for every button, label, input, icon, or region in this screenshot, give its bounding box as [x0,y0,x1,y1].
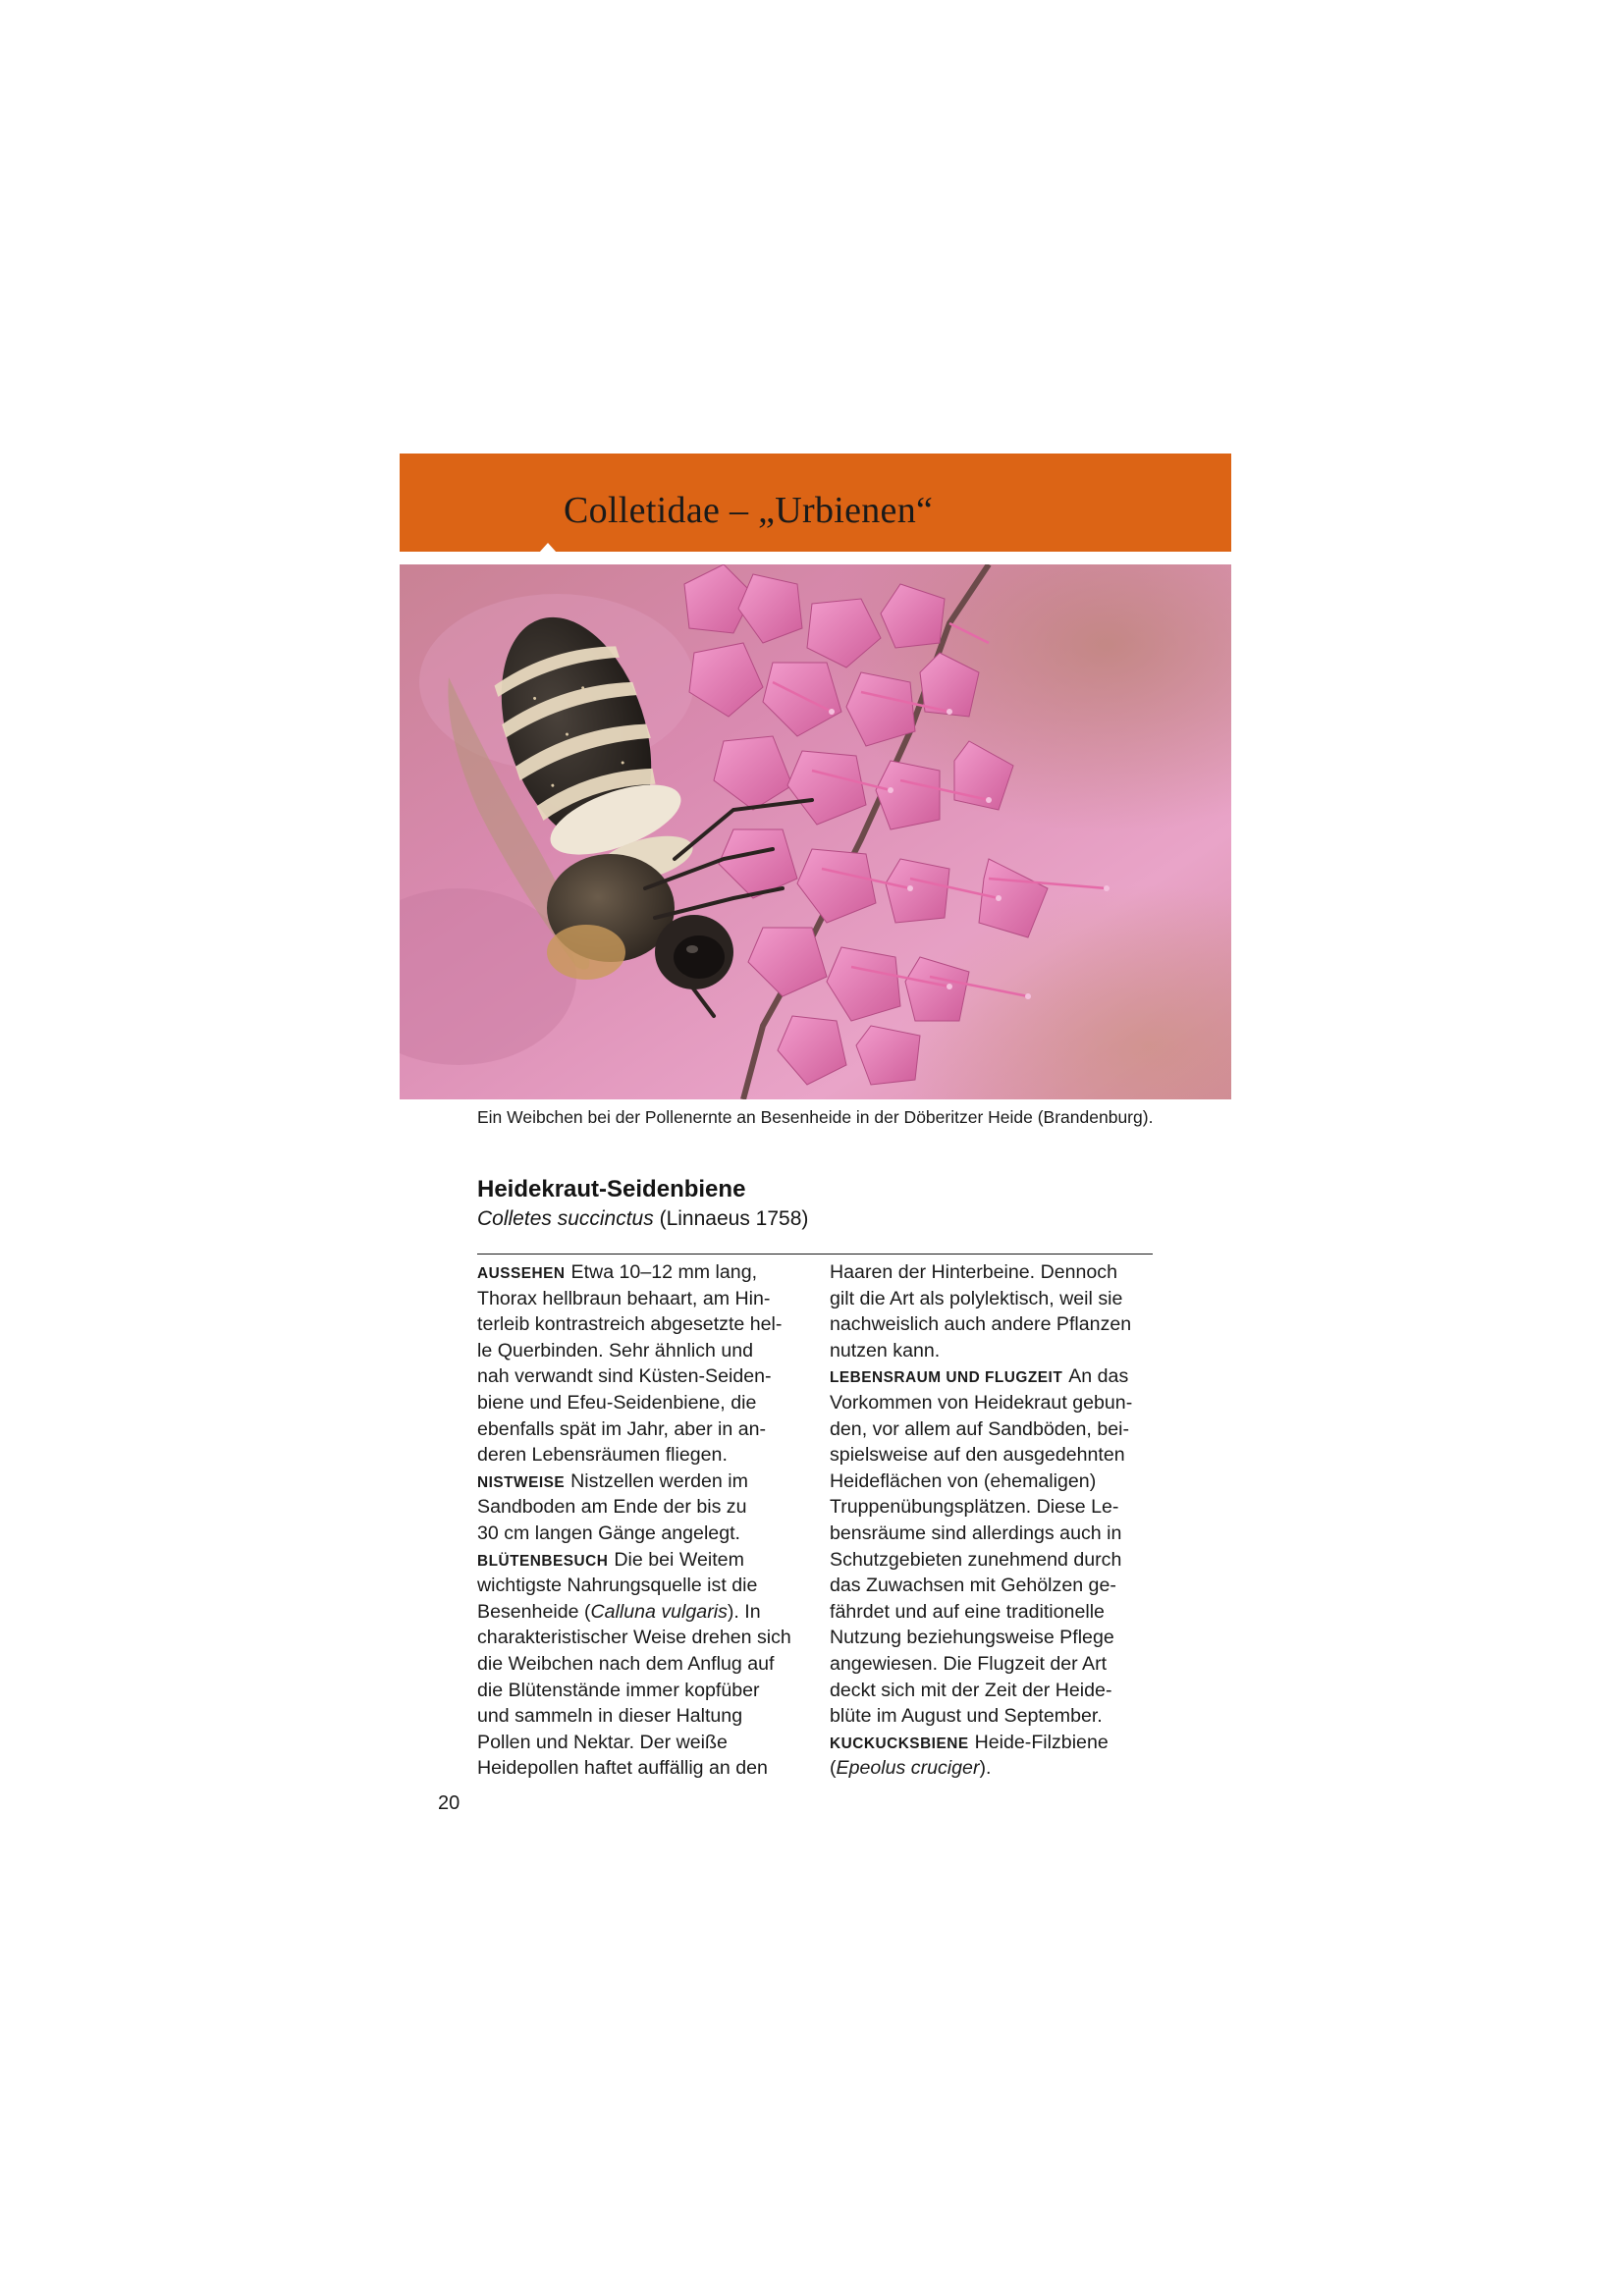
text-run: ). [979,1757,992,1780]
text-line: das Zuwachsen mit Gehölzen ge- [830,1575,1116,1597]
section-divider [477,1254,1153,1255]
italic-species-name: Calluna vulgaris [590,1600,728,1623]
text-line: deckt sich mit der Zeit der Heide- [830,1679,1112,1701]
text-line: Truppenübungsplätzen. Diese Le- [830,1496,1119,1519]
text-line: Thorax hellbraun behaart, am Hin- [477,1287,771,1309]
chapter-header [400,454,1231,552]
text-run: ). In [727,1600,761,1623]
text-line: Heidepollen haftet auffällig an den [477,1757,768,1780]
text-line: bensräume sind allerdings auch in [830,1522,1122,1544]
text-line: nachweislich auch andere Pflanzen [830,1313,1132,1336]
chapter-title: Colletidae – „Urbienen“ [564,490,934,531]
text-line: charakteristischer Weise drehen sich [477,1627,791,1649]
species-authority: (Linnaeus 1758) [659,1207,809,1230]
text-run: Besenheide ( [477,1600,591,1623]
text-line: angewiesen. Die Flugzeit der Art [830,1652,1108,1675]
text-line: terleib kontrastreich abgesetzte hel- [477,1313,783,1336]
text-line [830,1363,1164,1390]
text-line [477,1547,811,1574]
species-scientific-name: Colletes succinctus [477,1207,654,1230]
text-line: spielsweise auf den ausgedehnten [830,1444,1125,1467]
page-number: 20 [438,1792,460,1814]
text-line: Vorkommen von Heidekraut gebun- [830,1391,1133,1414]
species-common-name: Heidekraut-Seidenbiene [477,1176,746,1202]
text-line: le Querbinden. Sehr ähnlich und [477,1339,754,1362]
section-label-flower-visits: BLÜTENBESUCH [477,1552,609,1570]
text-line: Sandboden am Ende der bis zu [477,1496,747,1519]
text-line: nutzen kann. [830,1339,941,1362]
text-run: ( [830,1757,837,1780]
text-run: An das [1068,1365,1129,1388]
species-scientific-line [477,1207,808,1231]
text-run: Etwa 10–12 mm lang, [570,1261,758,1283]
bee-on-heather-photo [400,564,1231,1099]
text-column-left [477,1259,811,1782]
text-line: fährdet und auf eine traditionelle [830,1600,1105,1623]
text-line: und sammeln in dieser Haltung [477,1705,743,1728]
text-line: biene und Efeu-Seidenbiene, die [477,1391,757,1414]
text-line [477,1468,811,1495]
text-line: die Weibchen nach dem Anflug auf [477,1652,775,1675]
photo-caption: Ein Weibchen bei der Pollenernte an Besenheide in der Döberitzer Heide (Brandenburg). [477,1107,1154,1127]
text-line: Heideflächen von (ehemaligen) [830,1469,1097,1492]
italic-species-name: Epeolus cruciger [836,1757,980,1780]
text-line [477,1599,811,1626]
text-column-right [830,1259,1164,1782]
section-label-cuckoo-bee: KUCKUCKSBIENE [830,1735,969,1752]
text-line: blüte im August und September. [830,1705,1103,1728]
text-line: 30 cm langen Gänge angelegt. [477,1522,740,1544]
text-line: Schutzgebieten zunehmend durch [830,1548,1122,1571]
text-line: die Blütenstände immer kopfüber [477,1679,760,1701]
section-label-nesting: NISTWEISE [477,1473,566,1491]
header-notch [539,543,557,553]
text-line: nah verwandt sind Küsten-Seiden- [477,1365,772,1388]
text-line [830,1730,1164,1756]
text-line: den, vor allem auf Sandböden, bei- [830,1417,1129,1440]
section-label-appearance: AUSSEHEN [477,1265,566,1282]
text-run: Die bei Weitem [614,1548,744,1571]
photo-illustration [400,564,1231,1099]
text-line: wichtigste Nahrungsquelle ist die [477,1575,758,1597]
text-line [830,1755,1164,1782]
text-run: Nistzellen werden im [570,1469,748,1492]
text-line: Pollen und Nektar. Der weiße [477,1731,728,1753]
text-line: ebenfalls spät im Jahr, aber in an- [477,1417,767,1440]
text-line: gilt die Art als polylektisch, weil sie [830,1287,1123,1309]
text-line: Haaren der Hinterbeine. Dennoch [830,1261,1117,1283]
text-line: Nutzung beziehungsweise Pflege [830,1627,1114,1649]
section-label-habitat: LEBENSRAUM UND FLUGZEIT [830,1369,1063,1387]
text-line [477,1259,811,1286]
text-run: Heide-Filzbiene [974,1731,1109,1753]
text-line: deren Lebensräumen fliegen. [477,1444,728,1467]
